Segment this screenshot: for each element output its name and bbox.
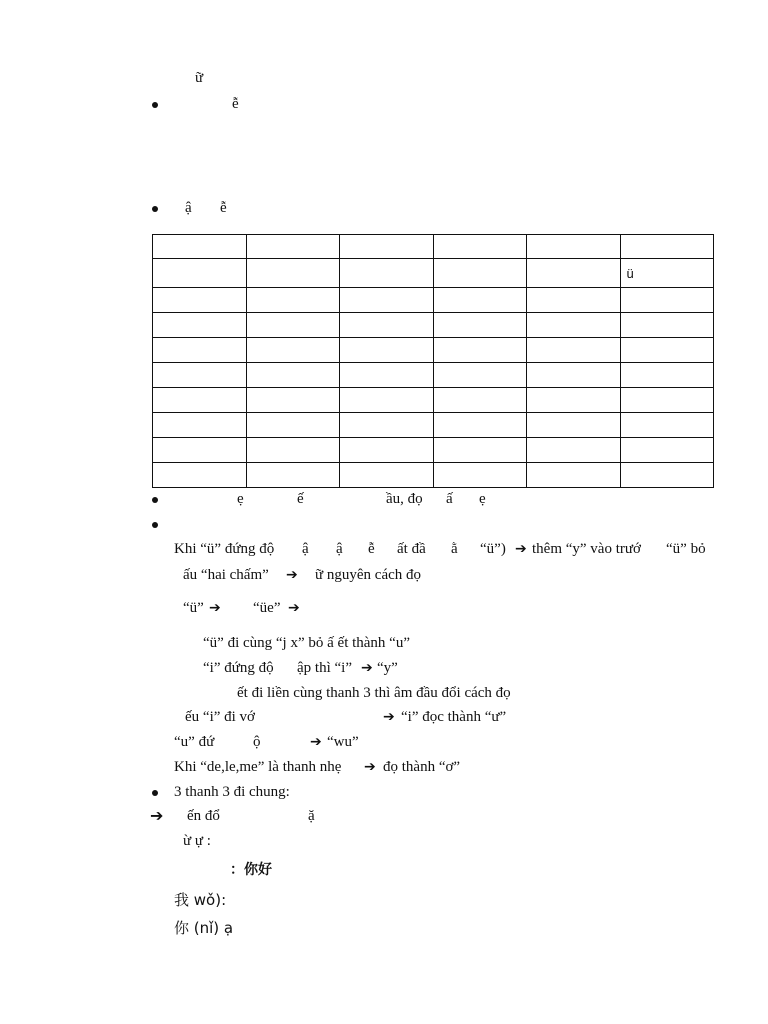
bullet-dot <box>152 790 158 796</box>
table-cell <box>153 463 247 488</box>
table-cell <box>433 313 527 338</box>
bullet-text: ấ <box>446 491 453 507</box>
table-cell <box>527 413 621 438</box>
pinyin-table <box>152 234 714 488</box>
table-cell <box>340 413 434 438</box>
bullet-dot <box>152 497 158 503</box>
table-cell <box>433 438 527 463</box>
rule-text: ất đầ <box>397 541 426 557</box>
example-text: “üe” <box>253 600 281 616</box>
rule-text: “u” đứ <box>174 734 215 750</box>
rule-text: “i” đứng độ <box>203 660 274 676</box>
table-row <box>153 313 714 338</box>
table-cell <box>153 259 247 288</box>
table-cell <box>340 438 434 463</box>
rule-text: ậ <box>302 541 309 557</box>
arrow-icon: ➔ <box>364 759 376 775</box>
table-row <box>153 438 714 463</box>
table-cell <box>340 338 434 363</box>
table-row <box>153 363 714 388</box>
table-cell <box>527 388 621 413</box>
bullet-text: ế <box>297 491 304 507</box>
rule-text: ễ <box>368 541 375 557</box>
table-cell: ü <box>620 259 714 288</box>
table-row <box>153 235 714 259</box>
bullet-text: ậ <box>185 200 192 216</box>
table-cell <box>246 438 340 463</box>
table-cell <box>340 363 434 388</box>
rule-text: thêm “y” vào trướ <box>532 541 641 557</box>
table-cell <box>527 288 621 313</box>
table-cell <box>246 363 340 388</box>
rule-text: Khi “ü” đứng độ <box>174 541 275 557</box>
rule-text: “wu” <box>327 734 359 750</box>
rule-text: ộ <box>253 734 261 750</box>
table-cell <box>246 338 340 363</box>
table-row <box>153 288 714 313</box>
rule-text: ặ <box>308 808 315 824</box>
arrow-icon: ➔ <box>150 806 164 825</box>
arrow-icon: ➔ <box>286 567 298 583</box>
table-cell <box>620 338 714 363</box>
rule-text: “i” đọc thành “ư” <box>401 709 507 725</box>
rule-text: ết đi liền cùng thanh 3 thì âm đầu đổi cách đọ <box>237 685 511 701</box>
rule-text: Khi “de,le,me” là thanh nhẹ <box>174 759 342 775</box>
table-cell <box>433 338 527 363</box>
table-cell <box>340 288 434 313</box>
bullet-dot <box>152 102 158 108</box>
table-cell <box>527 313 621 338</box>
table-cell <box>153 363 247 388</box>
table-cell <box>340 235 434 259</box>
arrow-icon: ➔ <box>310 734 322 750</box>
table-cell <box>433 363 527 388</box>
example-chinese: ：你好 <box>230 862 272 878</box>
bullet-text: ẹ <box>237 491 244 507</box>
table-cell <box>153 438 247 463</box>
arrow-icon: ➔ <box>515 541 527 557</box>
table-cell <box>246 288 340 313</box>
table-cell <box>433 259 527 288</box>
example-word: 我 wǒ): <box>174 891 227 909</box>
rule-text: “ü” đi cùng “j x” bỏ ấ ết thành “u” <box>203 635 410 651</box>
table-cell <box>433 235 527 259</box>
bullet-text: ẹ <box>479 491 486 507</box>
bullet-text: ễ <box>232 96 239 112</box>
table-row <box>153 338 714 363</box>
table-cell <box>340 463 434 488</box>
table-cell <box>620 463 714 488</box>
table-cell <box>527 463 621 488</box>
rule-text: ữ nguyên cách đọ <box>315 567 422 583</box>
rule-text: ến đổ <box>187 808 220 824</box>
bullet-text: ễ <box>220 200 227 216</box>
table-cell <box>527 338 621 363</box>
table-cell <box>153 413 247 438</box>
rule-text: ậ <box>336 541 343 557</box>
rule-text: ấu “hai chấm” <box>183 567 269 583</box>
example-text: “ü” <box>183 600 204 616</box>
rule-text: ằ <box>451 541 458 557</box>
table-cell <box>340 259 434 288</box>
example-word: 你 (nǐ) ạ <box>174 919 234 937</box>
table-row <box>153 463 714 488</box>
table-cell <box>246 463 340 488</box>
table-cell <box>246 259 340 288</box>
bullet-text: ầu, đọ <box>386 491 423 507</box>
example-label: ừ ự : <box>183 833 211 849</box>
table-cell <box>433 413 527 438</box>
table-cell <box>153 338 247 363</box>
arrow-icon: ➔ <box>209 600 221 616</box>
table-cell <box>527 235 621 259</box>
table-cell <box>433 463 527 488</box>
table-cell <box>620 438 714 463</box>
rule-text: ếu “i” đi vớ <box>185 709 255 725</box>
rule-text: ập thì “i” <box>297 660 352 676</box>
table-cell <box>527 363 621 388</box>
rule-text: đọ thành “ơ” <box>383 759 461 775</box>
table-row <box>153 413 714 438</box>
table-cell <box>527 259 621 288</box>
rule-text: “ü”) <box>480 541 506 557</box>
table-cell <box>620 388 714 413</box>
table-cell <box>246 413 340 438</box>
table-cell <box>620 235 714 259</box>
table-cell <box>246 313 340 338</box>
arrow-icon: ➔ <box>361 660 373 676</box>
bullet-dot <box>152 206 158 212</box>
table-cell <box>153 388 247 413</box>
table-cell <box>620 288 714 313</box>
table-cell <box>246 388 340 413</box>
table-cell <box>433 288 527 313</box>
table-row <box>153 259 714 288</box>
table-cell <box>153 235 247 259</box>
table-cell <box>433 388 527 413</box>
rule-text: “y” <box>377 660 398 676</box>
bullet-text: 3 thanh 3 đi chung: <box>174 784 290 800</box>
table-row <box>153 388 714 413</box>
arrow-icon: ➔ <box>383 709 395 725</box>
table-cell <box>527 438 621 463</box>
table-cell <box>620 413 714 438</box>
table-cell <box>620 363 714 388</box>
table-cell <box>340 313 434 338</box>
rule-text: “ü” bỏ <box>666 541 706 557</box>
table-cell <box>153 288 247 313</box>
table-cell <box>620 313 714 338</box>
arrow-icon: ➔ <box>288 600 300 616</box>
table-cell <box>153 313 247 338</box>
bullet-dot <box>152 522 158 528</box>
heading-fragment: ữ <box>195 70 204 86</box>
table-cell <box>340 388 434 413</box>
table-cell <box>246 235 340 259</box>
